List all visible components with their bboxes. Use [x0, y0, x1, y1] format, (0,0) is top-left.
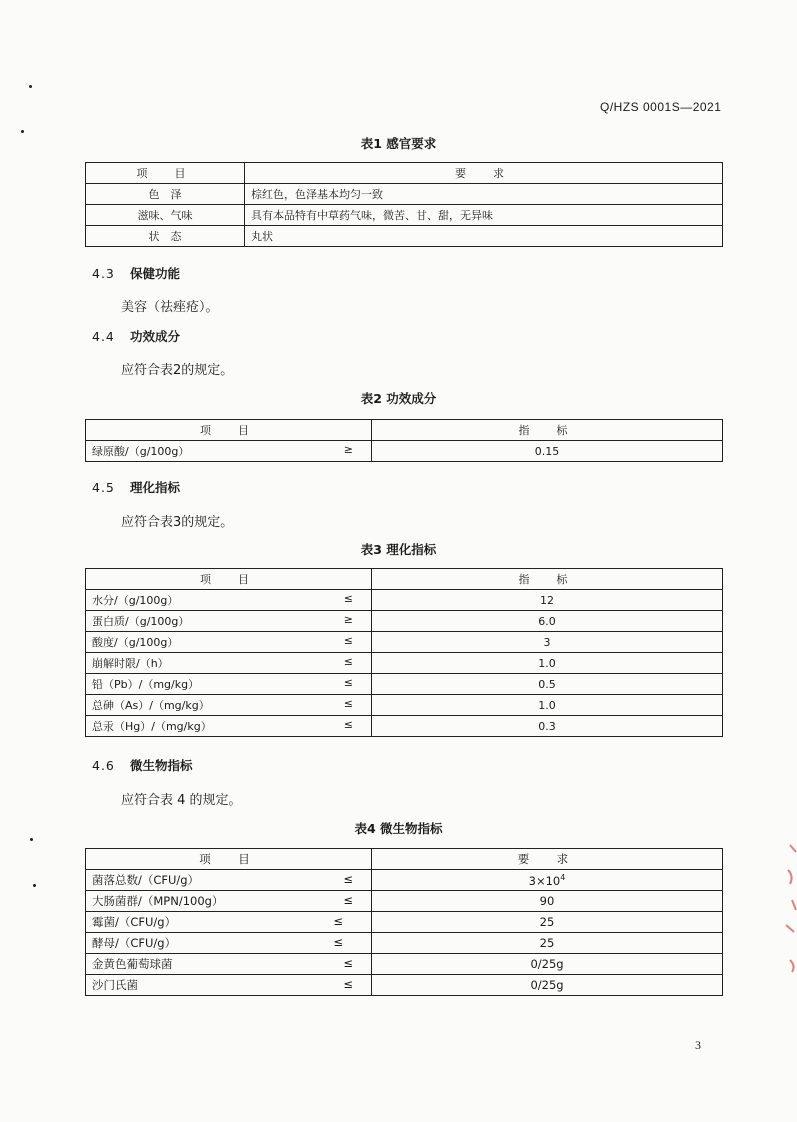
operator: ≤: [343, 893, 353, 907]
value: 90: [372, 891, 723, 912]
table-row: [86, 912, 723, 933]
section-heading-4-4: [92, 327, 180, 345]
operator: ≤: [333, 935, 343, 949]
section-text: 应符合表2的规定。: [121, 363, 234, 378]
value: 6.0: [372, 611, 723, 632]
table1-requirement: 棕红色，色泽基本均匀一致: [245, 184, 723, 205]
table1-item: 色 泽: [86, 184, 245, 205]
operator: ≤: [343, 655, 353, 668]
table-row: [86, 674, 723, 695]
table4-header-requirement: 要 求: [372, 849, 723, 870]
table3-header-item: 项 目: [86, 569, 372, 590]
margin-dot: [30, 838, 33, 841]
item-label: 菌落总数/（CFU/g）: [92, 873, 200, 887]
section-text: 应符合表 4 的规定。: [121, 793, 242, 808]
item-label: 沙门氏菌: [92, 978, 138, 992]
table2-header-index: 指 标: [372, 420, 723, 441]
table-row: [86, 184, 723, 205]
item-label: 大肠菌群/（MPN/100g）: [92, 894, 224, 908]
table-row: [86, 590, 723, 611]
table1-header-item: 项 目: [86, 163, 245, 184]
value: 0/25g: [372, 954, 723, 975]
table2-value: 0.15: [372, 441, 723, 462]
value-base: 3×10: [528, 873, 561, 888]
table-row: [86, 716, 723, 737]
operator: ≤: [343, 697, 353, 710]
operator: ≥: [343, 613, 353, 626]
margin-dot: [33, 884, 36, 887]
item-label: 水分/（g/100g）: [92, 594, 179, 607]
table-row: [86, 653, 723, 674]
section-heading-4-3: [92, 264, 180, 282]
table4-header-item: 项 目: [86, 849, 372, 870]
value: 3: [372, 632, 723, 653]
table2-caption: 表2 功效成分: [360, 391, 437, 406]
section-number: 4.6: [92, 758, 115, 773]
item-label: 铅（Pb）/（mg/kg）: [92, 678, 200, 691]
table1-requirement: 具有本品特有中草药气味，微苦、甘、甜，无异味: [245, 205, 723, 226]
table-row: [86, 632, 723, 653]
table1-item: 滋味、气味: [86, 205, 245, 226]
page-number: 3: [695, 1038, 701, 1052]
operator: ≤: [343, 872, 353, 886]
value: 0.5: [372, 674, 723, 695]
margin-dot: [29, 85, 32, 88]
table-row: [86, 695, 723, 716]
table-row: [86, 441, 723, 462]
section-text: 美容（祛痤疮）。: [121, 300, 219, 315]
section-heading-4-6: [92, 756, 193, 774]
section-title: 微生物指标: [130, 758, 193, 773]
item-label: 总汞（Hg）/（mg/kg）: [92, 720, 212, 733]
section-heading-4-5: [92, 478, 180, 496]
table-row: [86, 205, 723, 226]
item-label: 绿原酸/（g/100g）: [92, 445, 190, 458]
table2-item: [86, 441, 372, 462]
operator: ≥: [343, 443, 353, 456]
standard-code: Q/HZS 0001S—2021: [600, 100, 722, 114]
value: 0/25g: [372, 975, 723, 996]
table3-caption: 表3 理化指标: [360, 542, 437, 557]
table1-caption: 表1 感官要求: [360, 136, 437, 151]
table-row: [86, 975, 723, 996]
value: 25: [372, 912, 723, 933]
table-row: [86, 954, 723, 975]
section-title: 功效成分: [130, 329, 181, 344]
value-exponent: 4: [560, 872, 566, 882]
table-row: [86, 611, 723, 632]
item-label: 总砷（As）/（mg/kg）: [92, 699, 210, 712]
item-label: 霉菌/（CFU/g）: [92, 915, 177, 929]
table-row: [86, 226, 723, 247]
operator: ≤: [343, 718, 353, 731]
table1-item: 状 态: [86, 226, 245, 247]
table2-header-item: 项 目: [86, 420, 372, 441]
value: 1.0: [372, 695, 723, 716]
table4-caption: 表4 微生物指标: [354, 821, 443, 836]
microbial-table: [85, 848, 723, 996]
table-row: [86, 933, 723, 954]
table-row: [86, 870, 723, 891]
table-row: [86, 891, 723, 912]
section-title: 理化指标: [130, 480, 181, 495]
item-label: 崩解时限/（h）: [92, 657, 169, 670]
operator: ≤: [343, 977, 353, 991]
value: 12: [372, 590, 723, 611]
operator: ≤: [333, 914, 343, 928]
value: 1.0: [372, 653, 723, 674]
value: 0.3: [372, 716, 723, 737]
section-number: 4.5: [92, 480, 115, 495]
section-number: 4.3: [92, 266, 115, 281]
section-text: 应符合表3的规定。: [121, 515, 234, 530]
section-title: 保健功能: [130, 266, 181, 281]
value: 25: [372, 933, 723, 954]
table1-header-requirement: 要 求: [245, 163, 723, 184]
item-label: 酸度/（g/100g）: [92, 636, 179, 649]
operator: ≤: [343, 634, 353, 647]
functional-component-table: [85, 419, 723, 462]
value: [372, 870, 723, 891]
margin-dot: [21, 130, 24, 133]
operator: ≤: [343, 676, 353, 689]
item-label: 酵母/（CFU/g）: [92, 936, 177, 950]
operator: ≤: [343, 956, 353, 970]
operator: ≤: [343, 592, 353, 605]
item-label: 金黄色葡萄球菌: [92, 957, 173, 971]
physicochemical-table: [85, 568, 723, 737]
section-number: 4.4: [92, 329, 115, 344]
item-label: 蛋白质/（g/100g）: [92, 615, 190, 628]
table1-requirement: 丸状: [245, 226, 723, 247]
stamp-mark: [770, 840, 797, 1040]
table3-header-index: 指 标: [372, 569, 723, 590]
sensory-table: [85, 162, 723, 247]
